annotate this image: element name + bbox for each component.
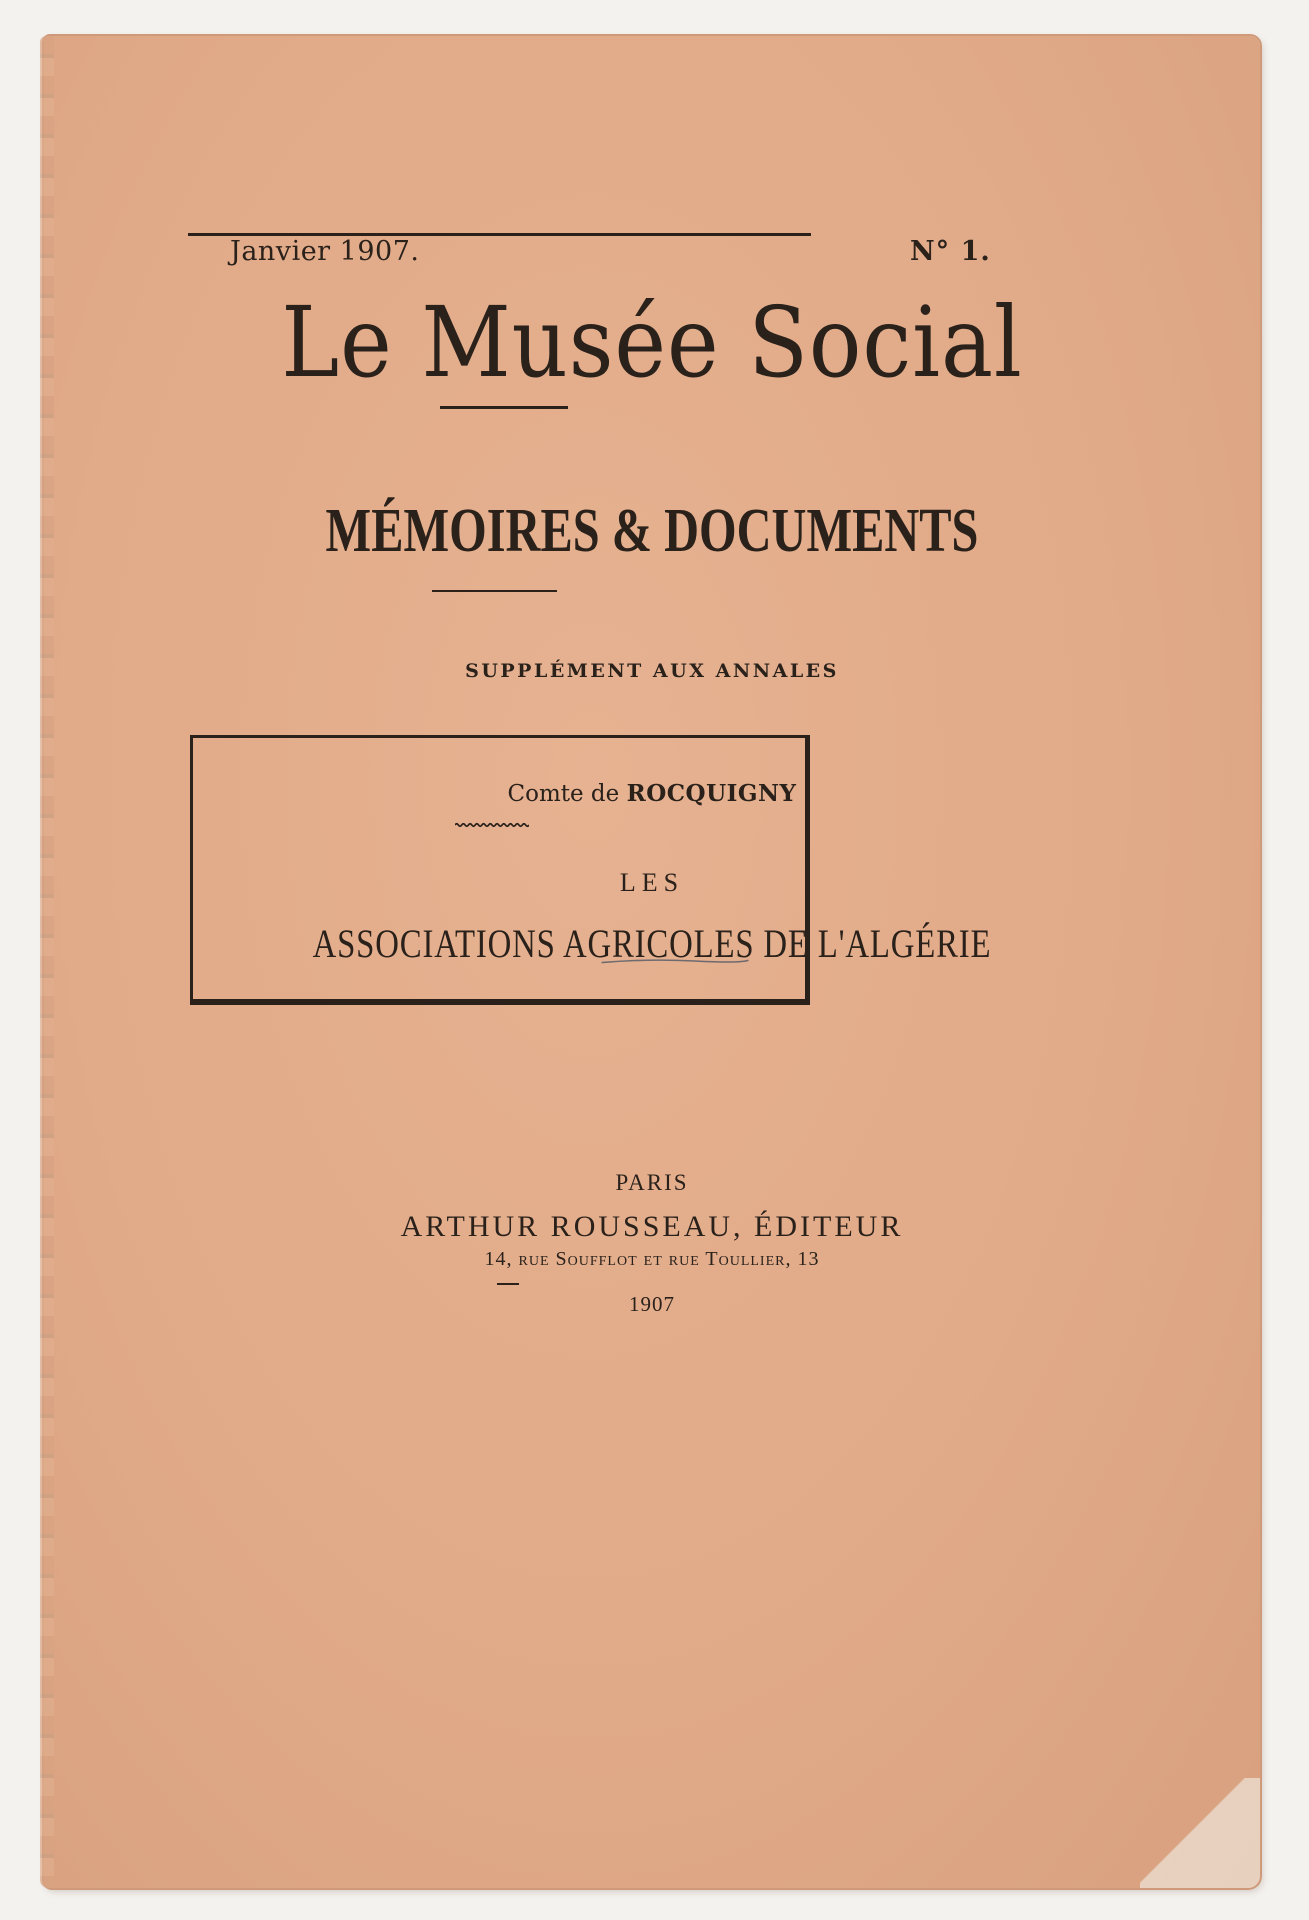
article-les: LES xyxy=(619,868,685,897)
article-title: ASSOCIATIONS AGRICOLES DE L'ALGÉRIE xyxy=(312,921,992,966)
pencil-underline xyxy=(600,956,750,966)
supplement-line: SUPPLÉMENT AUX ANNALES xyxy=(465,660,839,682)
header-rule xyxy=(188,233,811,236)
journal-subtitle: MÉMOIRES & DOCUMENTS xyxy=(325,497,979,565)
subtitle-rule xyxy=(432,590,557,592)
author-prefix: Comte de xyxy=(507,781,620,807)
imprint-address: 14, rue Soufflot et rue Toullier, 13 xyxy=(484,1248,820,1270)
imprint-city: PARIS xyxy=(615,1170,689,1195)
imprint-publisher: ARTHUR ROUSSEAU, ÉDITEUR xyxy=(400,1210,904,1243)
imprint-dash xyxy=(497,1283,519,1285)
author-name: ROCQUIGNY xyxy=(626,780,797,807)
title-rule xyxy=(440,406,568,409)
issue-number: N° 1. xyxy=(910,236,991,267)
issue-date: Janvier 1907. xyxy=(230,236,420,267)
document-cover xyxy=(44,36,1260,1888)
author-line xyxy=(44,780,1260,807)
journal-title: Le Musée Social xyxy=(281,286,1023,399)
ornament-squiggle xyxy=(455,822,529,828)
imprint-year: 1907 xyxy=(629,1292,675,1316)
